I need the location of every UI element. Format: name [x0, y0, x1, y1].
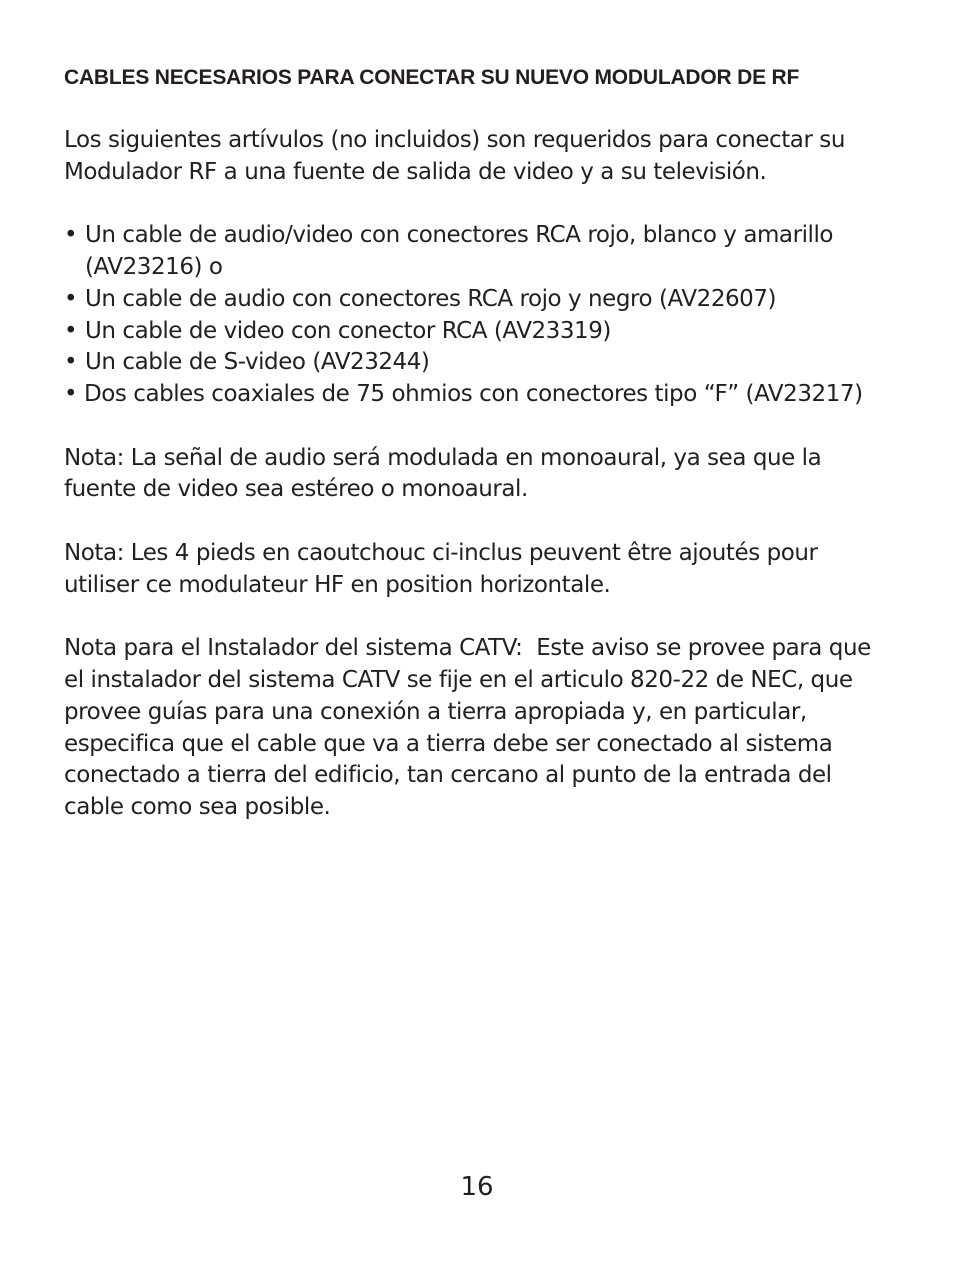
- list-item: • Un cable de video con conector RCA (AV23319): [64, 316, 894, 348]
- intro-paragraph: Los siguientes artívulos (no incluidos) son requeridos para conectar su Modulador RF a una fuente de salida de video y a su televisión.: [64, 127, 845, 185]
- list-item: • Un cable de S-video (AV23244): [64, 347, 894, 379]
- list-item: • Un cable de audio/video con conectores RCA rojo, blanco y amarillo (AV23216) o: [64, 220, 894, 283]
- list-item: • Dos cables coaxiales de 75 ohmios con conectores tipo “F” (AV23217): [64, 380, 863, 407]
- page-number: 16: [460, 1172, 494, 1202]
- list-item: • Un cable de audio con conectores RCA rojo y negro (AV22607): [64, 284, 894, 316]
- section-heading: CABLES NECESARIOS PARA CONECTAR SU NUEVO MODULADOR DE RF: [64, 66, 800, 89]
- document-page: [64, 62, 894, 856]
- catv-installer-note-paragraph: Nota para el Instalador del sistema CATV: Este aviso se provee para que el instalador del sistema CATV se fije en el articulo 820-22 de NEC, que provee guías para una conexión a tierra apropiada y, en particular, especifica que el cable que va a tierra debe ser conectado al sistema conectado a tierra del edificio, tan cercano al punto de la entrada del cable como sea posible.: [64, 635, 878, 820]
- audio-note-paragraph: Nota: La señal de audio será modulada en monoaural, ya sea que la fuente de video sea estéreo o monoaural.: [64, 444, 822, 503]
- rubber-feet-note-paragraph: Nota: Les 4 pieds en caoutchouc ci-inclus peuvent être ajoutés pour utiliser ce modulateur HF en position horizontale.: [64, 540, 818, 598]
- cable-list: [64, 220, 894, 410]
